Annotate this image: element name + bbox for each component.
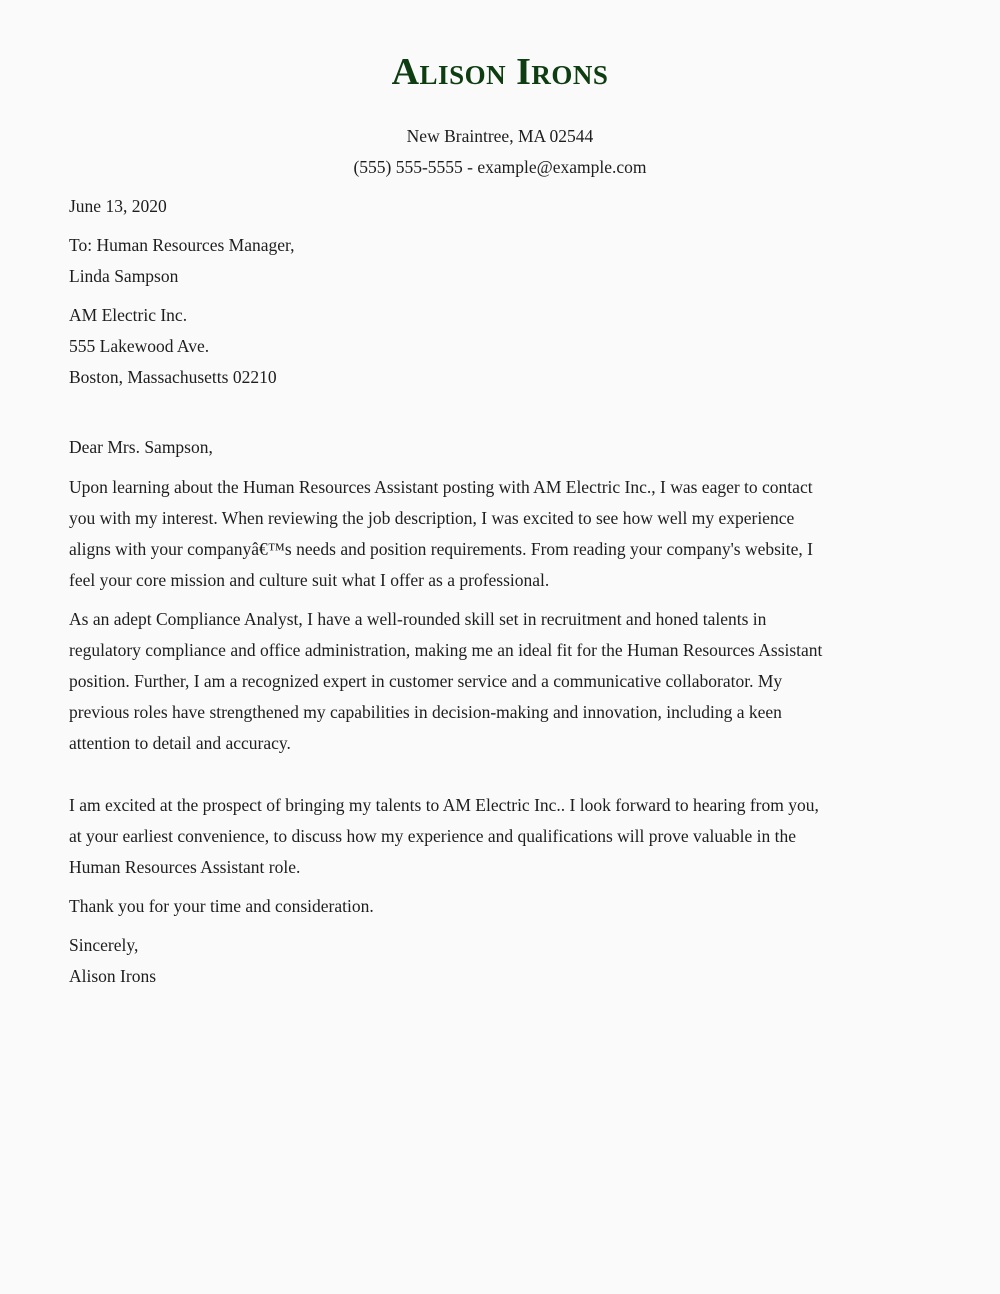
paragraph-line: previous roles have strengthened my capabilities in decision-making and innovation, including a keen — [69, 702, 782, 722]
paragraph-line: position. Further, I am a recognized expert in customer service and a communicative collaborator. My — [69, 671, 783, 691]
paragraph-line: attention to detail and accuracy. — [69, 733, 291, 753]
paragraph-2 — [69, 604, 822, 759]
company-city: Boston, Massachusetts 02210 — [69, 367, 277, 387]
recipient-name: Linda Sampson — [69, 266, 179, 286]
paragraph-line: at your earliest convenience, to discuss how my experience and qualifications will prove valuable in the — [69, 826, 796, 846]
paragraph-3 — [69, 790, 819, 883]
paragraph-line: Human Resources Assistant role. — [69, 857, 301, 877]
date-text: June 13, 2020 — [69, 196, 167, 216]
paragraph-line: aligns with your companyâ€™s needs and position requirements. From reading your company's website, I — [69, 539, 813, 559]
paragraph-line: As an adept Compliance Analyst, I have a well-rounded skill set in recruitment and honed talents in — [69, 609, 767, 629]
company-street: 555 Lakewood Ave. — [69, 336, 210, 356]
sender-phone-email: (555) 555-5555 - example@example.com — [353, 157, 647, 177]
letter-date — [69, 191, 167, 222]
paragraph-line: feel your core mission and culture suit what I offer as a professional. — [69, 570, 550, 590]
paragraph-line: I am excited at the prospect of bringing my talents to AM Electric Inc.. I look forward to hearing from you, — [69, 795, 819, 815]
paragraph-line: you with my interest. When reviewing the job description, I was excited to see how well my experience — [69, 508, 795, 528]
sender-contact — [0, 121, 1000, 183]
closing-block — [69, 930, 156, 992]
closing-text: Sincerely, — [69, 935, 139, 955]
salutation-text: Dear Mrs. Sampson, — [69, 437, 213, 457]
thanks-line — [69, 891, 374, 922]
paragraph-line: Upon learning about the Human Resources Assistant posting with AM Electric Inc., I was eager to contact — [69, 477, 813, 497]
paragraph-1 — [69, 472, 813, 596]
recipient-block — [69, 230, 295, 292]
sender-address: New Braintree, MA 02544 — [406, 126, 594, 146]
signature-name: Alison Irons — [69, 966, 157, 986]
salutation — [69, 432, 213, 463]
recipient-title: To: Human Resources Manager, — [69, 235, 295, 255]
paragraph-line: regulatory compliance and office administration, making me an ideal fit for the Human Resources Assistant — [69, 640, 823, 660]
company-address-block — [69, 300, 277, 393]
thanks-text: Thank you for your time and consideration. — [69, 896, 374, 916]
company-name: AM Electric Inc. — [69, 305, 188, 325]
sender-name: Alison Irons — [391, 51, 609, 93]
